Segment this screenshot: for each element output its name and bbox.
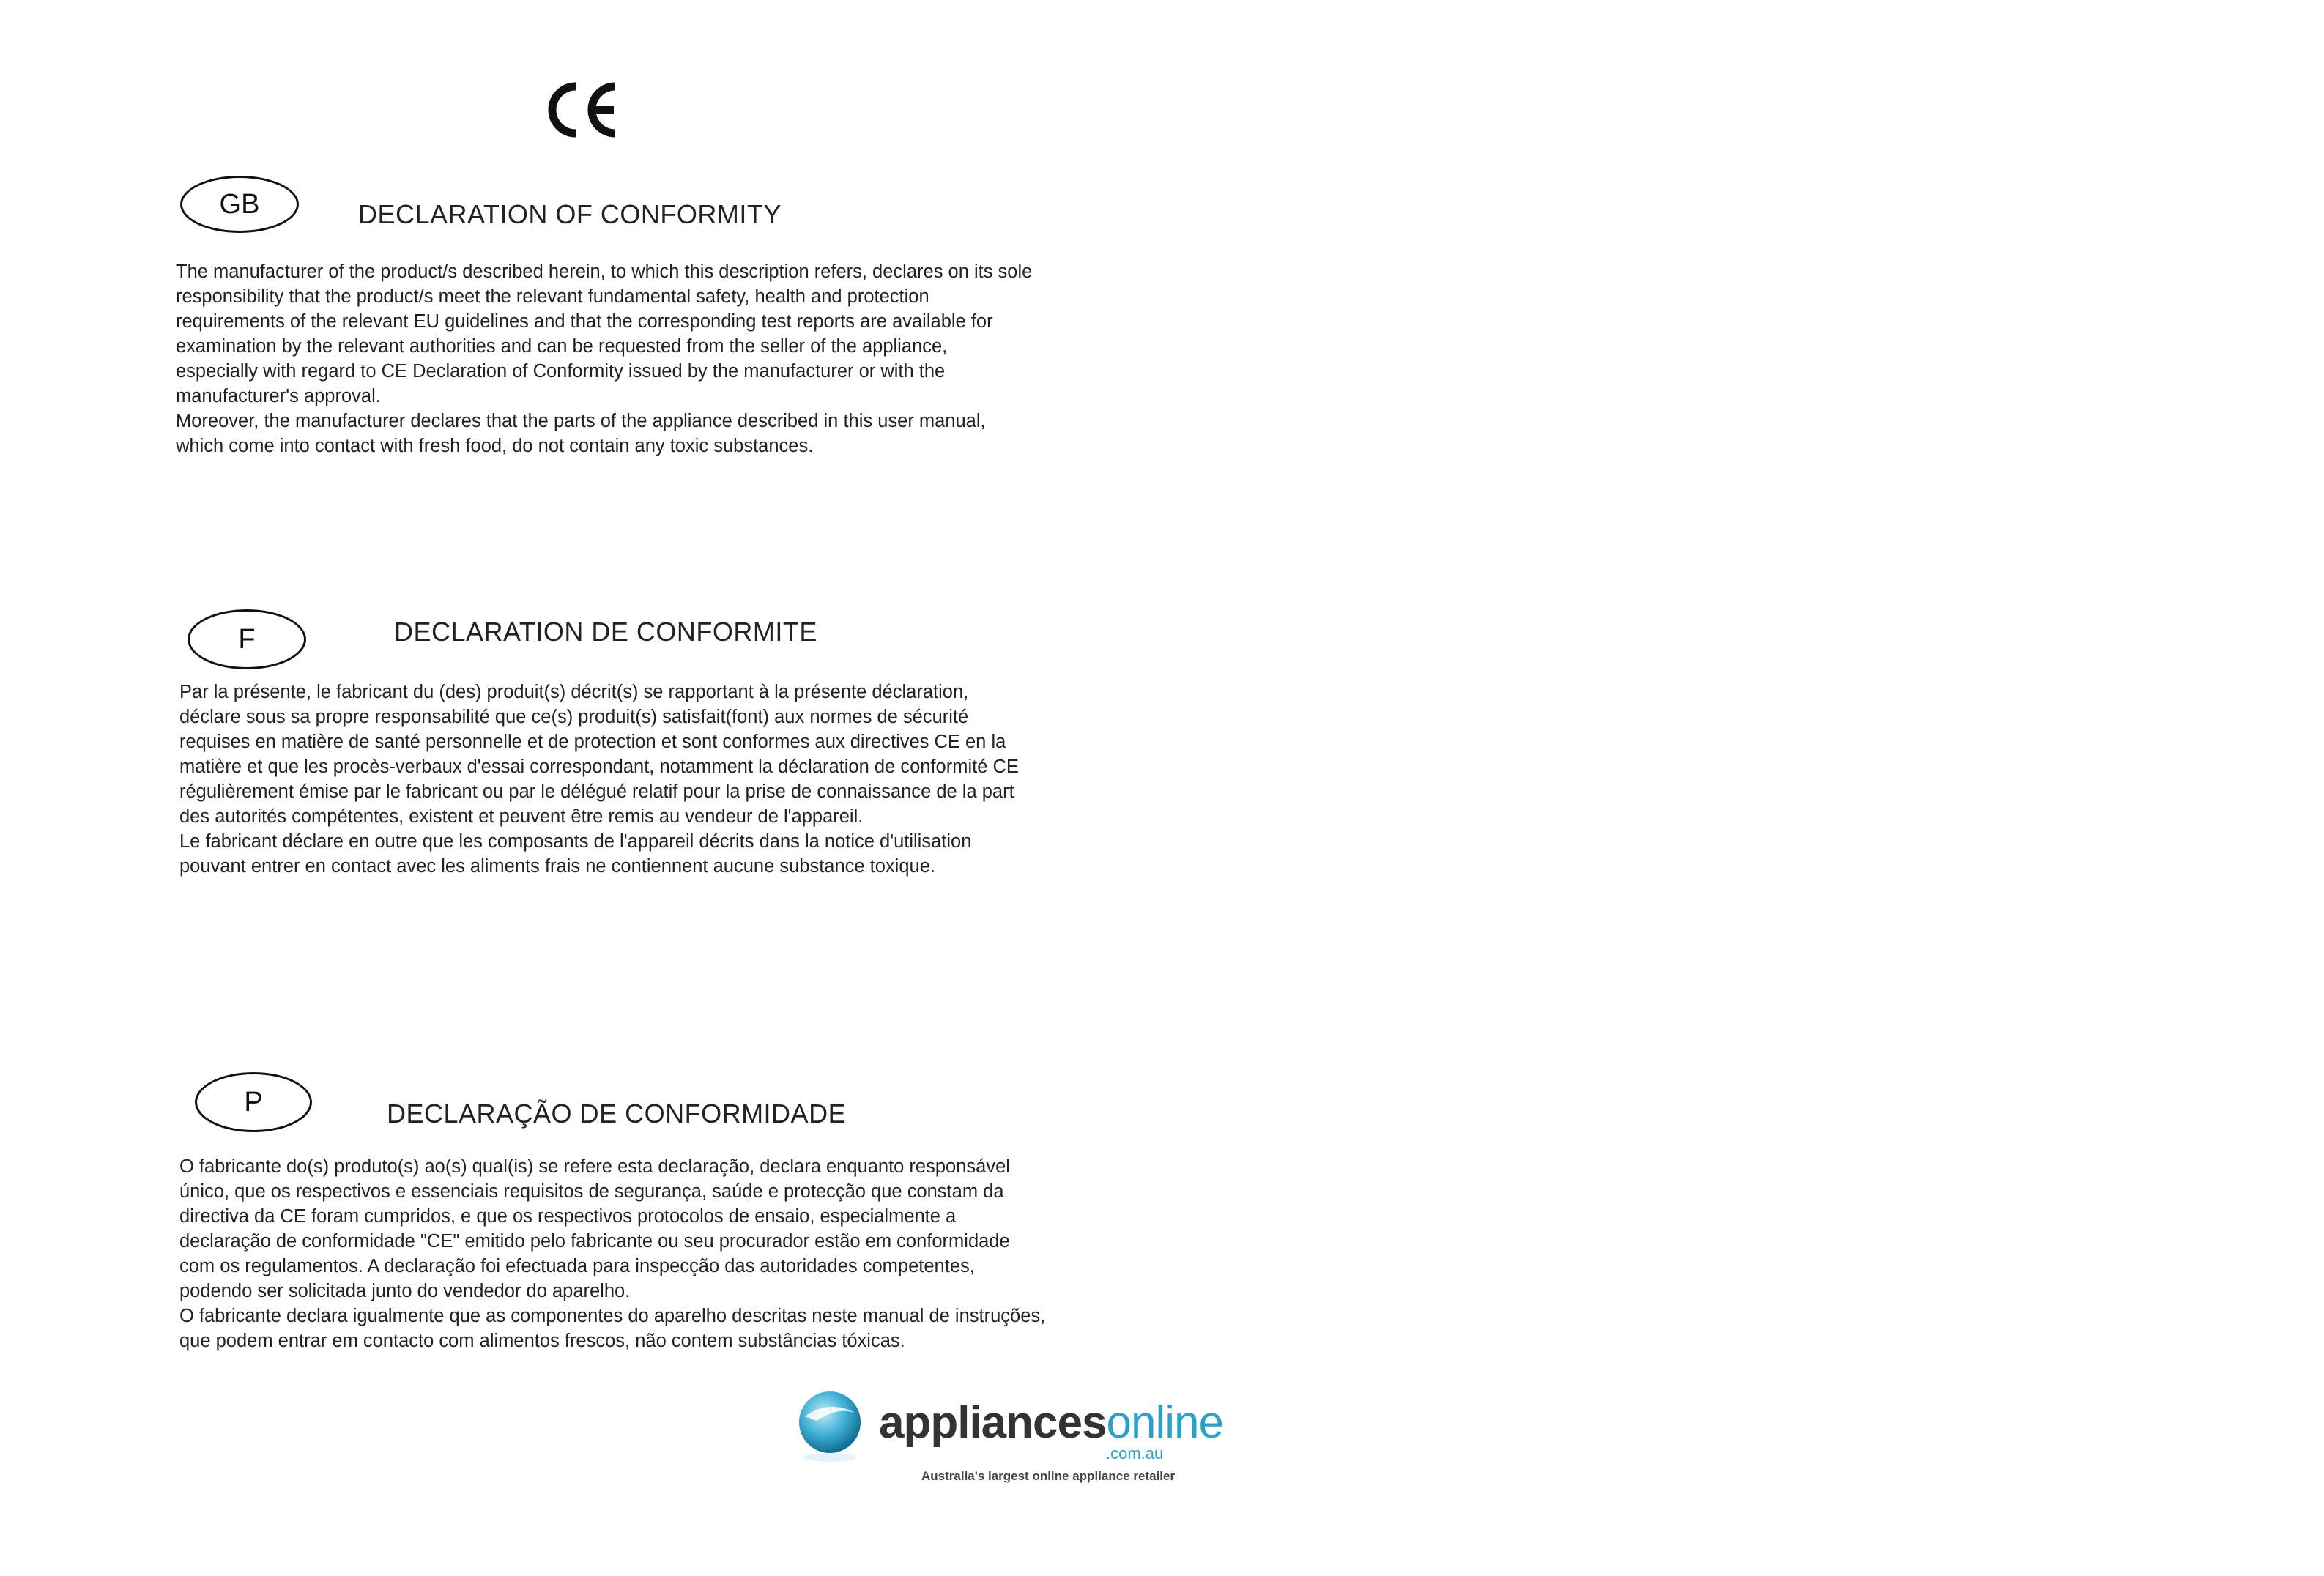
body-paragraph: Moreover, the manufacturer declares that the parts of the appliance described in this user manual, which come into contact with fresh food, do not contain any toxic substances. <box>176 411 986 456</box>
logo-word-accent: online <box>1106 1397 1223 1448</box>
body-paragraph: O fabricante do(s) produto(s) ao(s) qual(is) se refere esta declaração, declara enquanto responsável único, que os respectivos e essenciais requisitos de segurança, saúde e protecção que constam da directiva da CE foram cumpridos, e que os respectivos protocolos de ensaio, especialmente a declaração de conformidade "CE" emitido pelo fabricante ou seu procurador estão em conformidade com os regulamentos. A declaração foi efectuada para inspecção das autoridades competentes, podendo ser solicitada junto do vendedor do aparelho. <box>179 1156 1010 1301</box>
body-paragraph: O fabricante declara igualmente que as componentes do aparelho descritas neste manual de instruções, que podem entrar em contacto com alimentos frescos, não contem substâncias tóxicas. <box>179 1306 1046 1351</box>
country-code-badge: GB <box>180 176 299 233</box>
country-code-badge: F <box>188 609 306 669</box>
logo-domain: .com.au <box>1106 1444 1164 1462</box>
body-paragraph: Le fabricant déclare en outre que les composants de l'appareil décrits dans la notice d'utilisation pouvant entrer en contact avec les aliments frais ne contiennent aucune substance toxique. <box>179 831 972 877</box>
section-body <box>179 1154 1047 1353</box>
section-body <box>176 259 1033 458</box>
section-body <box>179 680 1029 879</box>
body-paragraph: Par la présente, le fabricant du (des) produit(s) décrit(s) se rapportant à la présente déclaration, déclare sous sa propre responsabilité que ce(s) produit(s) satisfait(font) aux normes de sécurité requises en matière de santé personnelle et de protection et sont conformes aux directives CE en la matière et que les procès-verbaux d'essai correspondant, notamment la déclaration de conformité CE régulièrement émise par le fabricant ou par le délégué relatif pour la prise de connaissance de la part des autorités compétentes, existent et peuvent être remis au vendeur de l'appareil. <box>179 682 1019 827</box>
logo-word-main: appliances <box>879 1397 1107 1448</box>
body-paragraph: The manufacturer of the product/s described herein, to which this description refers, declares on its sole responsibility that the product/s meet the relevant fundamental safety, health and protection requirements of the relevant EU guidelines and that the corresponding test reports are available for examination by the relevant authorities and can be requested from the seller of the appliance, especially with regard to CE Declaration of Conformity issued by the manufacturer or with the manufacturer's approval. <box>176 261 1033 406</box>
logo-tagline: Australia's largest online appliance retailer <box>921 1469 1176 1483</box>
logo-wordmark <box>879 1397 1223 1448</box>
globe-icon <box>795 1386 868 1466</box>
section-title: DECLARAÇÃO DE CONFORMIDADE <box>387 1099 847 1129</box>
country-code-badge: P <box>195 1072 312 1132</box>
section-title: DECLARATION DE CONFORMITE <box>394 617 817 647</box>
section-title: DECLARATION OF CONFORMITY <box>358 199 782 229</box>
appliancesonline-logo <box>795 1377 1223 1494</box>
ce-mark-icon <box>542 81 623 139</box>
